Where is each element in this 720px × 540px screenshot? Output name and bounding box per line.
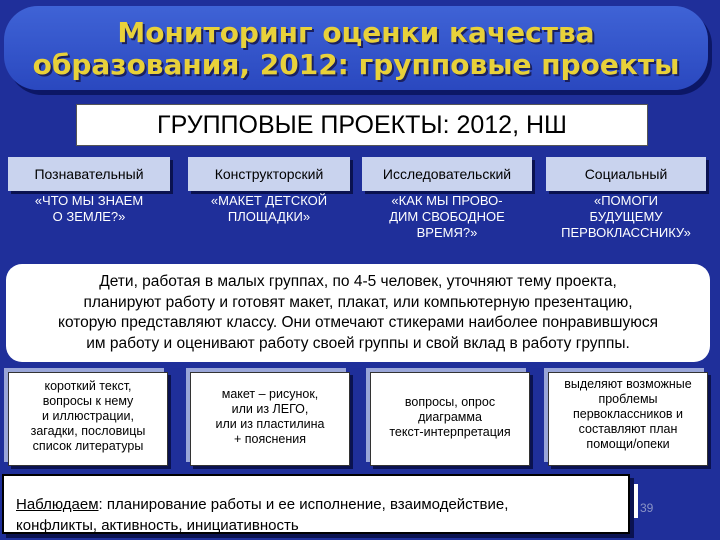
note-line-1-rest: : планирование работы и ее исполнение, взаимодействие, bbox=[98, 496, 509, 513]
detail-box-design bbox=[190, 372, 350, 466]
project-title-research bbox=[362, 193, 532, 257]
project-title-cognitive bbox=[8, 193, 170, 257]
section-subtitle: ГРУППОВЫЕ ПРОЕКТЫ: 2012, НШ bbox=[76, 104, 648, 146]
project-title-line: ПЛОЩАДКИ» bbox=[227, 209, 311, 224]
project-title-line: ПЕРВОКЛАССНИКУ» bbox=[561, 225, 691, 240]
category-header-cognitive: Познавательный bbox=[8, 157, 170, 191]
observation-note-text bbox=[16, 494, 636, 536]
detail-line: первоклассников и bbox=[572, 407, 684, 421]
description-line: Дети, работая в малых группах, по 4-5 человек, уточняют тему проекта, bbox=[99, 273, 617, 290]
title-banner bbox=[4, 6, 708, 90]
detail-box-research bbox=[370, 372, 530, 466]
project-title-social bbox=[540, 193, 712, 257]
project-title-line: ВРЕМЯ?» bbox=[416, 225, 478, 240]
detail-line: составляют план bbox=[578, 422, 678, 436]
detail-line: вопросы к нему bbox=[42, 394, 134, 408]
project-title-line: ДИМ СВОБОДНОЕ bbox=[389, 209, 505, 224]
detail-line: текст-интерпретация bbox=[389, 425, 511, 439]
detail-line: список литературы bbox=[32, 439, 144, 453]
description-line: которую представляют классу. Они отмечают стикерами наиболее понравившуюся bbox=[57, 314, 658, 331]
detail-line: вопросы, опрос bbox=[404, 395, 496, 409]
detail-line: и иллюстрации, bbox=[42, 409, 134, 423]
detail-line: помощи/опеки bbox=[586, 437, 670, 451]
detail-line: макет – рисунок, bbox=[221, 387, 319, 401]
project-title-line: О ЗЕМЛЕ?» bbox=[52, 209, 126, 224]
description-line: им работу и оценивают работу своей группы и свой вклад в работу группы. bbox=[86, 334, 630, 352]
detail-line: или из пластилина bbox=[215, 417, 325, 431]
project-title-line: БУДУЩЕМУ bbox=[589, 209, 663, 224]
category-header-social: Социальный bbox=[546, 157, 706, 191]
detail-line: диаграмма bbox=[418, 410, 482, 424]
detail-box-social bbox=[548, 372, 708, 466]
note-line-2: конфликты, активность, инициативность bbox=[16, 517, 299, 534]
detail-line: или из ЛЕГО, bbox=[231, 402, 309, 416]
detail-line: проблемы bbox=[598, 392, 658, 406]
note-line-1 bbox=[16, 494, 636, 515]
detail-line: выделяют возможные bbox=[564, 377, 692, 391]
project-title-design bbox=[188, 193, 350, 257]
category-header-design: Конструкторский bbox=[188, 157, 350, 191]
title-line-1: Мониторинг оценки качества bbox=[117, 16, 595, 49]
project-title-line: «КАК МЫ ПРОВО- bbox=[391, 193, 503, 208]
project-title-line: «ПОМОГИ bbox=[593, 193, 658, 208]
project-title-line: «МАКЕТ ДЕТСКОЙ bbox=[210, 193, 328, 208]
description-box bbox=[6, 264, 710, 362]
title-line-2: образования, 2012: групповые проекты bbox=[32, 48, 680, 81]
page-number: 39 bbox=[640, 501, 654, 515]
note-label: Наблюдаем bbox=[16, 496, 99, 513]
detail-line: + пояснения bbox=[233, 432, 307, 446]
project-title-line: «ЧТО МЫ ЗНАЕМ bbox=[34, 193, 144, 208]
description-line: планируют работу и готовят макет, плакат, или компьютерную презентацию, bbox=[83, 293, 633, 311]
detail-line: короткий текст, bbox=[44, 379, 132, 393]
category-header-research: Исследовательский bbox=[362, 157, 532, 191]
detail-line: загадки, пословицы bbox=[30, 424, 146, 438]
detail-box-cognitive bbox=[8, 372, 168, 466]
